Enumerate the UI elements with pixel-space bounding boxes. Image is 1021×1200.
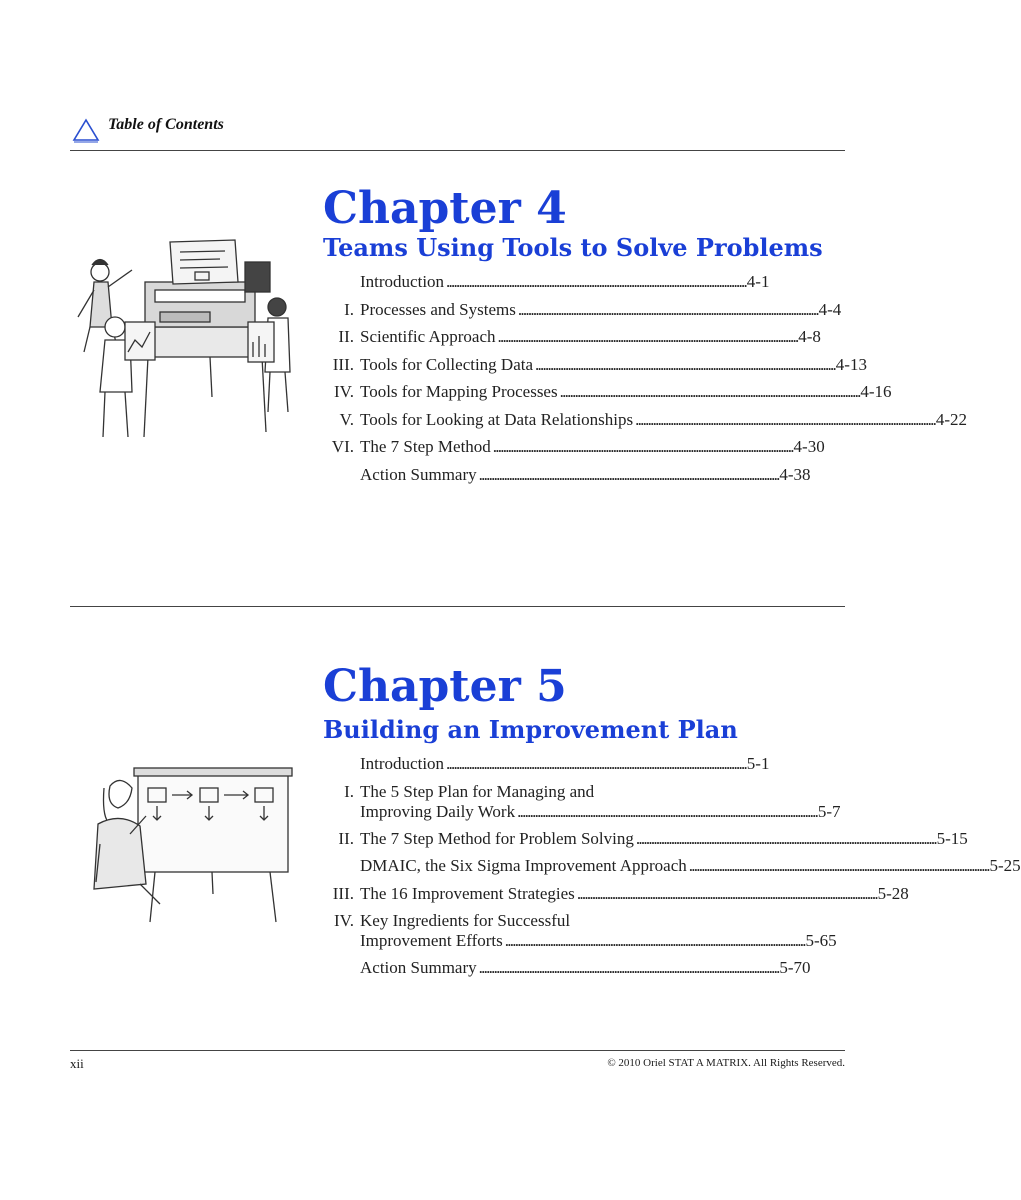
- toc-leader-dots: [505, 931, 804, 951]
- chapter-4-title: Chapter 4: [323, 183, 567, 234]
- chapter-4-toc: [320, 272, 968, 492]
- toc-entry-page: 4-16: [860, 382, 892, 401]
- toc-entry-number: VI.: [331, 437, 354, 456]
- toc-entry-page: 5-7: [817, 801, 841, 821]
- toc-entry[interactable]: [320, 354, 867, 383]
- toc-leader-dots: [446, 754, 745, 774]
- toc-entry[interactable]: [320, 883, 909, 912]
- toc-leader-dots: [479, 958, 778, 978]
- flipchart-illustration: [80, 764, 300, 924]
- toc-leader-dots: [577, 884, 876, 904]
- toc-entry[interactable]: [320, 437, 825, 465]
- toc-entry-title: Action Summary: [360, 464, 477, 484]
- toc-entry-title: Processes and Systems: [360, 299, 516, 319]
- chapter-5-subtitle: Building an Improvement Plan: [323, 715, 738, 744]
- toc-entry-page: 5-65: [805, 931, 837, 950]
- toc-entry[interactable]: [320, 911, 837, 958]
- toc-entry-page: 5-1: [746, 754, 770, 773]
- toc-entry[interactable]: [320, 781, 841, 829]
- toc-entry-title: DMAIC, the Six Sigma Improvement Approach: [360, 856, 687, 875]
- toc-entry[interactable]: [320, 299, 842, 328]
- toc-entry-page: 5-15: [936, 828, 968, 848]
- toc-leader-dots: [517, 802, 816, 822]
- toc-entry-title: The 7 Step Method for Problem Solving: [360, 828, 634, 848]
- toc-entry-number: II.: [338, 828, 354, 848]
- toc-entry[interactable]: [320, 828, 968, 857]
- toc-leader-dots: [689, 856, 988, 876]
- toc-entry-title: Improvement Efforts: [360, 931, 503, 950]
- toc-entry-title: The 7 Step Method: [360, 437, 491, 456]
- toc-entry-number: III.: [332, 883, 354, 903]
- toc-entry-number: I.: [344, 781, 354, 801]
- toc-entry-page: 5-70: [779, 958, 811, 977]
- toc-leader-dots: [479, 465, 778, 485]
- toc-entry[interactable]: [320, 382, 892, 410]
- toc-entry-page: 4-8: [798, 327, 821, 346]
- toc-entry-number: IV.: [334, 911, 354, 930]
- toc-entry-title: The 16 Improvement Strategies: [360, 883, 575, 903]
- team-tools-illustration: [70, 232, 310, 447]
- toc-entry[interactable]: [320, 465, 825, 493]
- toc-entry-page: 4-13: [835, 354, 867, 374]
- toc-entry-page: 5-28: [877, 883, 909, 903]
- toc-entry-number: II.: [338, 327, 354, 346]
- toc-entry-title: Improving Daily Work: [360, 801, 516, 821]
- page-number: xii: [70, 1056, 84, 1071]
- toc-entry-title-line1: Key Ingredients for Successful: [360, 911, 571, 930]
- toc-entry[interactable]: [320, 409, 968, 438]
- toc-leader-dots: [518, 300, 817, 320]
- toc-entry-title: Action Summary: [360, 958, 477, 977]
- copyright-notice: © 2010 Oriel STAT A MATRIX. All Rights Reserved.: [607, 1057, 845, 1069]
- footer-rule: [70, 1050, 845, 1051]
- toc-entry-number: III.: [332, 354, 354, 374]
- toc-entry-title: Tools for Collecting Data: [360, 354, 534, 374]
- toc-entry-number: I.: [344, 299, 354, 319]
- section-divider-rule: [70, 606, 845, 607]
- toc-entry-title: Scientific Approach: [360, 327, 496, 346]
- toc-entry-number: IV.: [334, 382, 354, 401]
- triangle-logo-icon: [72, 118, 100, 144]
- toc-leader-dots: [636, 829, 935, 849]
- toc-leader-dots: [535, 355, 834, 375]
- toc-entry-title: Introduction: [360, 754, 445, 773]
- toc-entry-page: 4-30: [793, 437, 825, 456]
- toc-entry[interactable]: [320, 958, 825, 986]
- toc-entry-title-line1: The 5 Step Plan for Managing and: [360, 781, 595, 801]
- toc-entry-number: V.: [339, 409, 354, 429]
- toc-entry[interactable]: [320, 327, 825, 355]
- toc-entry-title: Introduction: [360, 272, 445, 291]
- toc-leader-dots: [446, 272, 745, 292]
- toc-leader-dots: [493, 437, 792, 457]
- toc-entry-page: 4-1: [746, 272, 770, 291]
- running-header-title: Table of Contents: [108, 116, 224, 133]
- toc-entry[interactable]: [320, 754, 825, 782]
- toc-entry[interactable]: [320, 272, 825, 300]
- chapter-5-toc: [320, 754, 1021, 986]
- chapter-4-subtitle: Teams Using Tools to Solve Problems: [323, 233, 823, 262]
- toc-entry[interactable]: [320, 856, 1021, 884]
- header-rule: [70, 150, 845, 151]
- toc-entry-title: Tools for Looking at Data Relationships: [360, 409, 634, 429]
- toc-entry-page: 4-4: [818, 299, 842, 319]
- chapter-5-title: Chapter 5: [323, 661, 567, 712]
- toc-entry-title: Tools for Mapping Processes: [360, 382, 558, 401]
- toc-leader-dots: [498, 327, 797, 347]
- toc-entry-page: 4-38: [779, 464, 811, 484]
- toc-leader-dots: [635, 410, 934, 430]
- toc-leader-dots: [560, 382, 859, 402]
- toc-entry-page: 5-25: [989, 856, 1021, 875]
- toc-entry-page: 4-22: [935, 409, 968, 429]
